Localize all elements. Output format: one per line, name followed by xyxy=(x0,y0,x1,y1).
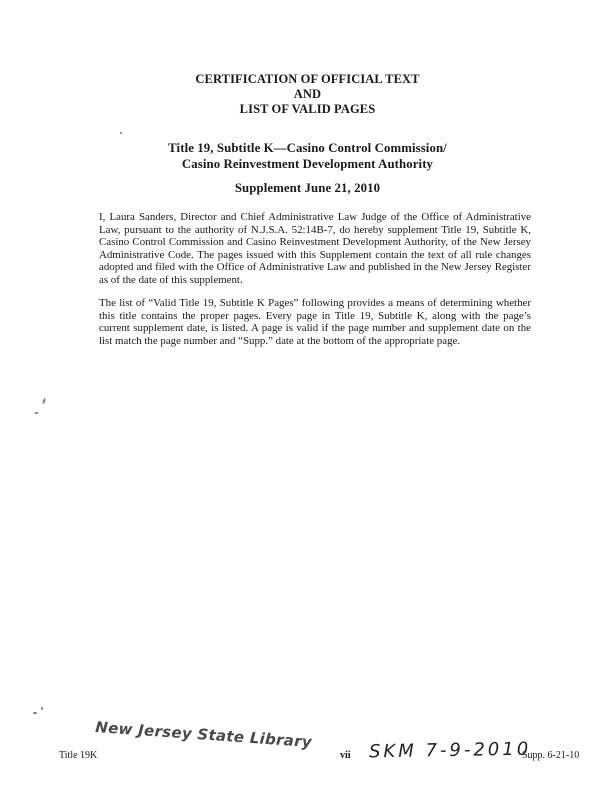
footer-supplement-date: Supp. 6-21-10 xyxy=(522,750,580,761)
handwritten-annotation: SKM 7-9-2010 xyxy=(368,738,532,763)
scan-speck xyxy=(41,707,43,710)
footer-title: Title 19K xyxy=(59,750,98,761)
scan-speck xyxy=(33,712,37,714)
title-line-2: Casino Reinvestment Development Authority xyxy=(181,157,434,171)
supplement-date: Supplement June 21, 2010 xyxy=(234,181,381,195)
valid-pages-paragraph: The list of “Valid Title 19, Subtitle K Pages” following provides a means of determining whether this title contains the proper pages. Every page in Title 19, Subtitle K, along with the page’s current supplement date, is listed. A page is valid if the page number and supplement date on the list match the page number and “Supp.” date at the bottom of the appropriate page. xyxy=(99,297,531,347)
library-stamp: New Jersey State Library xyxy=(94,718,313,752)
certification-heading xyxy=(0,72,615,117)
title-heading xyxy=(0,140,615,172)
certification-line-3: LIST OF VALID PAGES xyxy=(239,102,376,116)
scan-speck xyxy=(42,398,46,404)
title-line-1: Title 19, Subtitle K—Casino Control Commission/ xyxy=(168,141,447,155)
certification-line-1: CERTIFICATION OF OFFICIAL TEXT xyxy=(195,72,420,86)
supplement-date-heading xyxy=(0,181,615,196)
scan-speck xyxy=(35,412,38,414)
certification-line-2: AND xyxy=(293,87,322,101)
certification-paragraph: I, Laura Sanders, Director and Chief Administrative Law Judge of the Office of Administrative Law, pursuant to the authority of N.J.S.A. 52:14B-7, do hereby supplement Title 19, Subtitle K, Casino Control Commission and Casino Reinvestment Development Authority, of the New Jersey Administrative Code. The pages issued with this Supplement contain the text of all rule changes adopted and filed with the Office of Administrative Law and published in the New Jersey Register as of the date of this supplement. xyxy=(99,211,531,286)
scan-speck xyxy=(120,132,122,134)
page-number: vii xyxy=(340,750,351,761)
